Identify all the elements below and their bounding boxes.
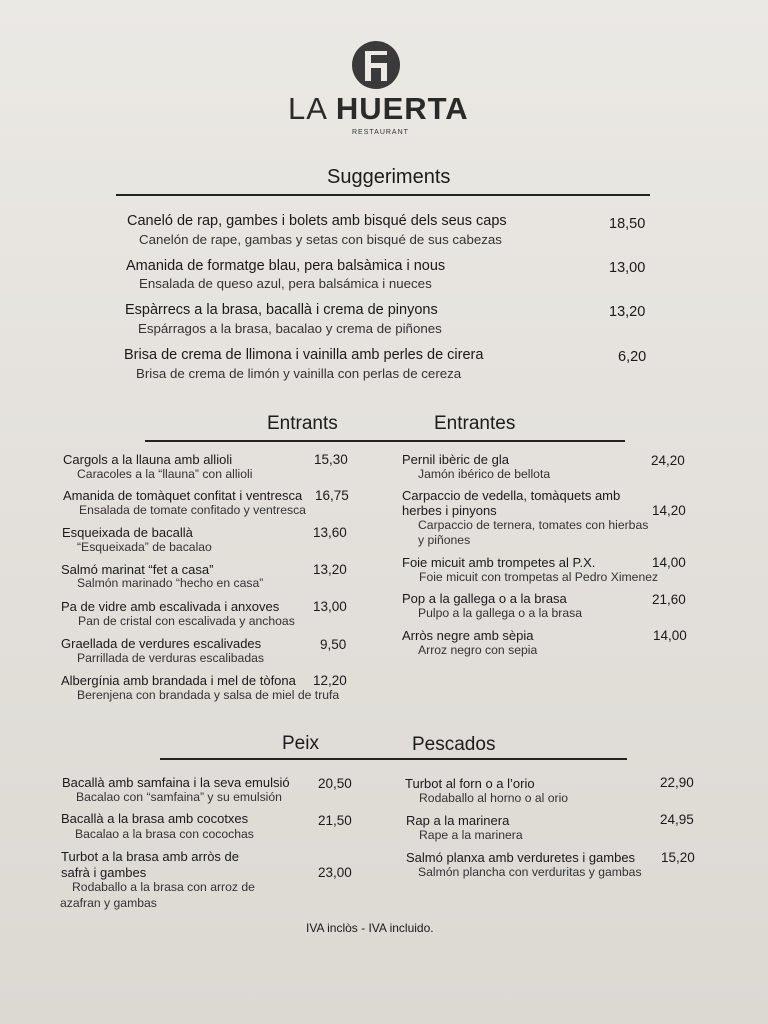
section-title-entrantes: Entrantes — [434, 413, 516, 434]
dish-price: 13,00 — [609, 260, 646, 276]
dish-name-spanish: Parrillada de verduras escalibadas — [77, 651, 264, 665]
dish-price: 16,75 — [315, 488, 349, 503]
dish-price: 23,00 — [318, 865, 352, 880]
dish-name-catalan: Caneló de rap, gambes i bolets amb bisqué dels seus caps — [127, 213, 507, 229]
dish-price: 21,60 — [652, 592, 686, 607]
dish-name-catalan: Pop a la gallega o a la brasa — [402, 591, 567, 606]
dish-name-spanish: Carpaccio de ternera, tomates con hierbas — [418, 518, 649, 532]
section-title-pescados: Pescados — [412, 734, 496, 755]
la-huerta-logo-icon — [351, 40, 401, 90]
dish-price: 22,90 — [660, 775, 694, 790]
dish-name-catalan: Pernil ibèric de gla — [402, 452, 509, 467]
dish-price: 24,20 — [651, 453, 685, 468]
dish-name-spanish: Salmón plancha con verduritas y gambas — [418, 865, 642, 879]
dish-name-spanish: Brisa de crema de limón y vainilla con perlas de cereza — [136, 366, 462, 381]
dish-price: 13,00 — [313, 599, 347, 614]
dish-price: 9,50 — [320, 637, 347, 652]
dish-name-spanish: Rape a la marinera — [419, 828, 523, 842]
dish-name-catalan: Foie micuit amb trompetes al P.X. — [402, 555, 596, 570]
section-divider — [145, 440, 625, 442]
dish-name-spanish: Arroz negro con sepia — [418, 643, 538, 657]
dish-name-catalan-line2: herbes i pinyons — [402, 503, 497, 518]
dish-name-spanish: Foie micuit con trompetas al Pedro Ximenez — [419, 570, 659, 584]
dish-name-catalan: Pa de vidre amb escalivada i anxoves — [61, 599, 280, 614]
dish-name-spanish: Ensalada de queso azul, pera balsámica i nueces — [139, 276, 432, 291]
dish-name-spanish: Bacalao con “samfaina” y su emulsión — [76, 790, 282, 804]
dish-price: 15,20 — [661, 850, 695, 865]
dish-name-spanish: Canelón de rape, gambas y setas con bisqué de sus cabezas — [139, 232, 502, 247]
dish-price: 13,20 — [313, 562, 347, 577]
brand-name: LA HUERTA — [288, 91, 469, 126]
dish-name-spanish: Rodaballo a la brasa con arroz de — [72, 880, 255, 894]
section-divider — [160, 758, 627, 760]
dish-price: 14,00 — [653, 628, 687, 643]
dish-name-catalan: Arròs negre amb sèpia — [402, 628, 534, 643]
dish-name-spanish: Caracoles a la “llauna” con allioli — [77, 467, 253, 481]
vat-note: IVA inclòs - IVA incluido. — [306, 921, 434, 935]
dish-price: 6,20 — [618, 349, 647, 365]
dish-name-catalan: Carpaccio de vedella, tomàquets amb — [402, 488, 621, 503]
dish-name-catalan: Salmó marinat “fet a casa” — [61, 562, 214, 577]
dish-name-spanish: Rodaballo al horno o al orio — [419, 791, 569, 805]
dish-name-catalan: Esqueixada de bacallà — [62, 525, 193, 540]
dish-name-spanish: “Esqueixada” de bacalao — [77, 540, 212, 554]
dish-price: 21,50 — [318, 813, 352, 828]
dish-name-spanish-line2: y piñones — [418, 533, 471, 547]
dish-price: 14,00 — [652, 555, 686, 570]
dish-name-catalan: Amanida de tomàquet confitat i ventresca — [63, 488, 303, 503]
dish-name-catalan: Salmó planxa amb verduretes i gambes — [406, 850, 636, 865]
dish-name-catalan: Bacallà a la brasa amb cocotxes — [61, 811, 249, 826]
brand-subtitle: RESTAURANT — [352, 129, 409, 136]
dish-name-catalan: Brisa de crema de llimona i vainilla amb perles de cirera — [124, 347, 484, 363]
dish-price: 13,60 — [313, 525, 347, 540]
dish-name-catalan: Cargols a la llauna amb allioli — [63, 452, 233, 467]
dish-name-catalan: Rap a la marinera — [406, 813, 510, 828]
dish-price: 13,20 — [609, 304, 646, 320]
dish-name-spanish: Pulpo a la gallega o a la brasa — [418, 606, 582, 620]
dish-name-catalan: Turbot a la brasa amb arròs de — [61, 849, 239, 864]
dish-price: 18,50 — [609, 216, 646, 232]
dish-price: 12,20 — [313, 673, 347, 688]
dish-price: 24,95 — [660, 812, 694, 827]
dish-name-catalan: Albergínia amb brandada i mel de tòfona — [61, 673, 296, 688]
section-title-peix: Peix — [282, 733, 319, 754]
dish-name-catalan: Turbot al forn o a l’orio — [405, 776, 535, 791]
dish-price: 20,50 — [318, 776, 352, 791]
dish-name-catalan: Espàrrecs a la brasa, bacallà i crema de pinyons — [125, 302, 438, 318]
dish-name-spanish: Salmón marinado “hecho en casa” — [77, 576, 264, 590]
dish-name-spanish-line2: azafran y gambas — [60, 896, 157, 910]
dish-price: 14,20 — [652, 503, 686, 518]
dish-name-catalan-line2: safrà i gambes — [61, 865, 147, 880]
dish-name-catalan: Bacallà amb samfaina i la seva emulsió — [62, 775, 290, 790]
dish-name-catalan: Amanida de formatge blau, pera balsàmica i nous — [126, 258, 446, 274]
dish-name-spanish: Ensalada de tomate confitado y ventresca — [79, 503, 306, 517]
dish-name-spanish: Bacalao a la brasa con cocochas — [75, 827, 254, 841]
dish-name-catalan: Graellada de verdures escalivades — [61, 636, 262, 651]
section-title-entrants: Entrants — [267, 413, 338, 434]
dish-price: 15,30 — [314, 452, 348, 467]
section-title-suggeriments: Suggeriments — [327, 166, 451, 188]
dish-name-spanish: Pan de cristal con escalivada y anchoas — [78, 614, 295, 628]
dish-name-spanish: Espárragos a la brasa, bacalao y crema de piñones — [138, 321, 442, 336]
section-divider — [116, 194, 650, 196]
dish-name-spanish: Jamón ibérico de bellota — [418, 467, 551, 481]
dish-name-spanish: Berenjena con brandada y salsa de miel de trufa — [77, 688, 340, 702]
